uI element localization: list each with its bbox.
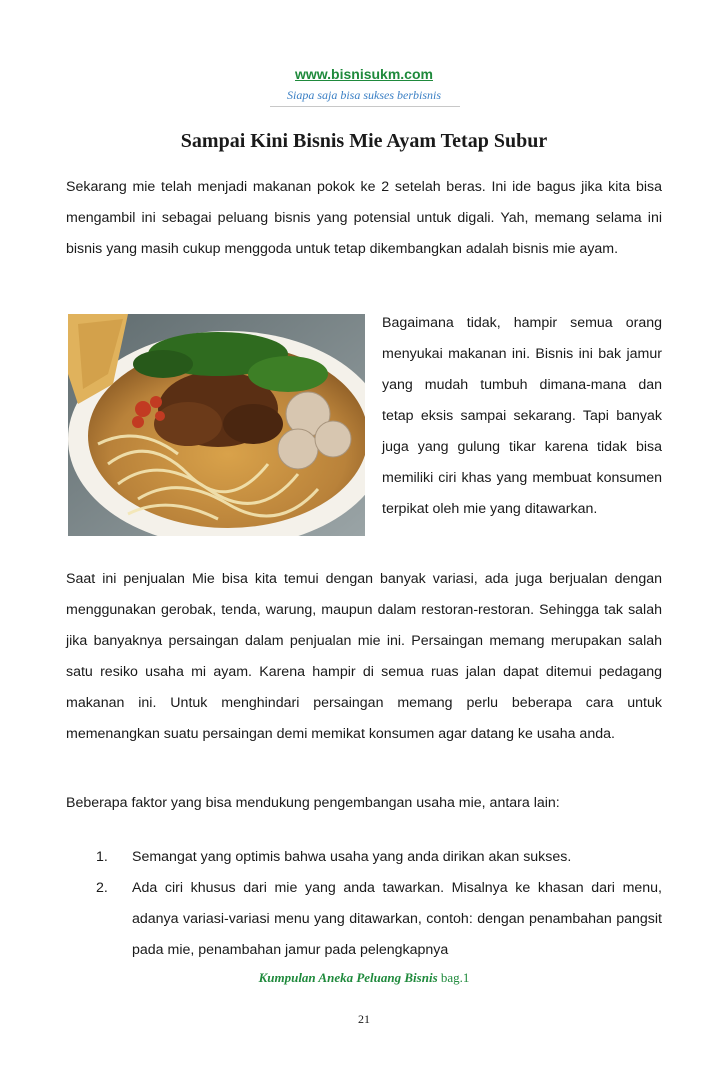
list-item-text: Ada ciri khusus dari mie yang anda tawarkan. Misalnya ke khasan dari menu, adanya variasi-variasi menu yang ditawarkan, contoh: dengan penambahan pangsit pada mie, penambahan jamur pada pelengkapnya <box>132 880 662 958</box>
footer-book-title <box>0 970 728 986</box>
intro-paragraph: Sekarang mie telah menjadi makanan pokok ke 2 setelah beras. Ini ide bagus jika kita bisa mengambil ini sebagai peluang bisnis yang potensial untuk digali. Yah, memang selama ini bisnis yang masih cukup menggoda untuk tetap dikembangkan adalah bisnis mie ayam. <box>66 179 662 257</box>
competition-paragraph: Saat ini penjualan Mie bisa kita temui dengan banyak variasi, ada juga berjualan dengan menggunakan gerobak, tenda, warung, maupun dalam restoran-restoran. Sehingga tak salah jika banyaknya persaingan dalam penjualan mie ini. Persaingan memang merupakan salah satu resiko usaha mi ayam. Karena hampir di semua ruas jalan dapat ditemui pedagang makanan ini. Untuk menghindari persaingan memang perlu beberapa cara untuk memenangkan suatu persaingan demi memikat konsumen agar datang ke usaha anda. <box>66 571 662 742</box>
factors-intro: Beberapa faktor yang bisa mendukung pengembangan usaha mie, antara lain: <box>66 795 560 811</box>
site-url[interactable]: www.bisnisukm.com <box>295 66 433 82</box>
header-divider <box>270 106 460 107</box>
list-item <box>96 873 662 966</box>
site-tagline: Siapa saja bisa sukses berbisnis <box>286 88 441 102</box>
factors-list <box>96 842 662 966</box>
book-title: Kumpulan Aneka Peluang Bisnis <box>258 970 438 985</box>
list-item-number: 1. <box>96 849 108 865</box>
list-item <box>96 842 662 873</box>
list-item-number: 2. <box>96 880 108 896</box>
page-number: 21 <box>358 1012 370 1026</box>
book-part: bag.1 <box>440 970 470 985</box>
list-item-text: Semangat yang optimis bahwa usaha yang anda dirikan akan sukses. <box>132 849 572 865</box>
side-paragraph: Bagaimana tidak, hampir semua orang menyukai makanan ini. Bisnis ini bak jamur yang mudah tumbuh dimana-mana dan tetap eksis sampai sekarang. Tapi banyak juga yang gulung tikar karena tidak bisa memiliki ciri khas yang membuat konsumen terpikat oleh mie yang ditawarkan. <box>382 315 662 517</box>
mie-ayam-photo <box>68 314 365 536</box>
article-title: Sampai Kini Bisnis Mie Ayam Tetap Subur <box>180 130 548 152</box>
